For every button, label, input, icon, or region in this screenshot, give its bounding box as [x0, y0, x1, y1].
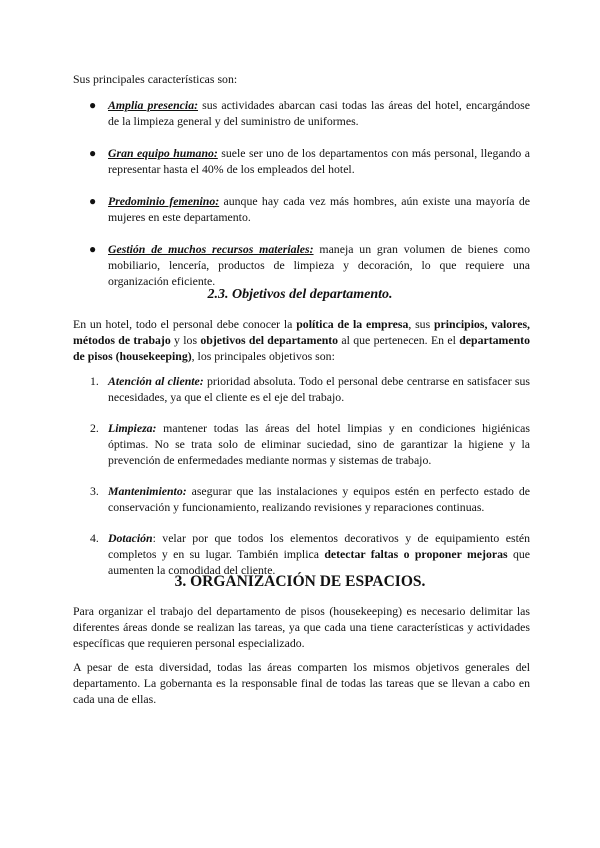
spaces-paragraph-2: A pesar de esta diversidad, todas las áreas comparten los mismos objetivos generales del departamento. La gobernanta es la responsable final de todas las tareas que se llevan a cabo en cada una de ellas. — [73, 660, 530, 706]
objective-term: Atención al cliente: — [108, 374, 204, 388]
characteristic-term: Gestión de muchos recursos materiales: — [108, 242, 314, 256]
objective-text: : velar por que todos los elementos decorativos y de equipamiento estén completos y en su lugar. También implica — [108, 531, 530, 561]
objective-term: Dotación — [108, 531, 153, 545]
objective-term: Mantenimiento: — [108, 484, 187, 498]
objective-text: que aumenten la comodidad del cliente. — [108, 547, 530, 577]
objective-text: asegurar que las instalaciones y equipos estén en perfecto estado de conservación y funcionamiento, realizando revisiones y reparaciones continuas. — [108, 484, 530, 514]
text-run: al que pertenecen. En el — [338, 333, 460, 347]
item-number: 1. — [90, 374, 99, 388]
bullet-icon: ● — [89, 98, 97, 112]
objective-text: mantener todas las áreas del hotel limpias y en condiciones higiénicas óptimas. No se trata solo de eliminar suciedad, sino de garantizar la higiene y la prevención de enfermedades mediante normas y sistemas de trabajo. — [108, 421, 530, 467]
item-number: 2. — [90, 421, 99, 435]
list-item — [90, 420, 530, 468]
intro-text: Sus principales características son: — [73, 72, 238, 86]
objective-text: prioridad absoluta. Todo el personal debe centrarse en satisfacer sus necesidades, ya que el cliente es el eje del trabajo. — [108, 374, 530, 404]
list-item — [90, 530, 530, 578]
list-item — [90, 483, 530, 515]
objectives-list — [90, 373, 530, 593]
text-run-bold: principios, valores, métodos de trabajo — [73, 317, 530, 347]
characteristic-text: maneja un gran volumen de bienes como mobiliario, lencería, productos de limpieza y decoración, lo que requiere una organización eficiente. — [108, 242, 531, 288]
section-heading-spaces: 3. ORGANIZACIÓN DE ESPACIOS. — [174, 573, 426, 590]
text-run: y los — [170, 333, 201, 347]
characteristic-text: sus actividades abarcan casi todas las áreas del hotel, encargándose de la limpieza general y del suministro de uniformes. — [108, 98, 530, 128]
text-run: , los principales objetivos son: — [191, 349, 335, 363]
characteristic-term: Amplia presencia: — [108, 98, 199, 112]
list-item — [90, 373, 530, 405]
text-run-bold: política de la empresa — [296, 317, 409, 331]
text-run-bold: objetivos del departamento — [200, 333, 339, 347]
item-number: 3. — [90, 484, 99, 498]
spaces-paragraph-1: Para organizar el trabajo del departamento de pisos (housekeeping) es necesario delimitar las diferentes áreas donde se realizan las tareas, ya que cada una tiene características y actividades específicas que requieren personal especializado. — [73, 604, 530, 650]
objective-term: Limpieza: — [108, 421, 157, 435]
list-item — [88, 193, 530, 225]
text-run: , sus — [408, 317, 434, 331]
list-item — [88, 145, 530, 177]
item-number: 4. — [90, 531, 99, 545]
section-heading-objectives: 2.3. Objetivos del departamento. — [207, 287, 393, 302]
characteristic-term: Gran equipo humano: — [108, 146, 218, 160]
list-item — [88, 241, 530, 289]
objectives-intro — [73, 316, 530, 364]
bullet-icon: ● — [89, 146, 97, 160]
objective-text-bold: detectar faltas o proponer mejoras — [324, 547, 508, 561]
text-run: En un hotel, todo el personal debe conocer la — [73, 317, 297, 331]
bullet-icon: ● — [89, 242, 97, 256]
characteristic-term: Predominio femenino: — [108, 194, 220, 208]
characteristic-text: suele ser uno de los departamentos con más personal, llegando a representar hasta el 40% de los empleados del hotel. — [108, 146, 530, 176]
bullet-icon: ● — [89, 194, 97, 208]
list-item — [88, 97, 530, 129]
characteristic-text: aunque hay cada vez más hombres, aún existe una mayoría de mujeres en este departamento. — [108, 194, 530, 224]
text-run-bold: departamento de pisos (housekeeping) — [73, 333, 531, 363]
characteristics-list — [88, 97, 530, 305]
